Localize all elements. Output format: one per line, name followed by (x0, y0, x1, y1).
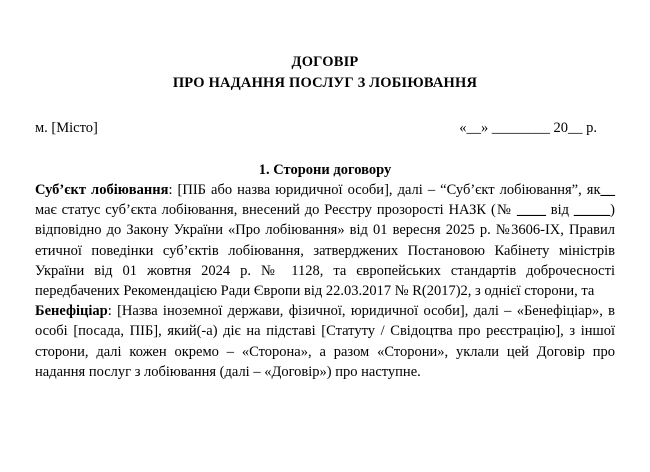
paragraph-1-text-part-1: [ПІБ або назва юридичної особи], далі – “Суб’єкт лобіювання”, як (177, 182, 601, 198)
paragraph-1-text-part-4: ) відповідно до Закону України «Про лобіювання» від 01 вересня 2025 р. №3606-IX, Правил етичної поведінки суб’єктів лобіювання, затверджених Постановою Кабінету міністрів України від 01 жовтня 2024 р. № 1128, та європейських стандартів доброчесності передбачених Рекомендацією Ради Європи від 22.03.2017 № R(2017)2, з однієї сторони, та (35, 202, 615, 300)
document-title-line-1: ДОГОВІР (291, 54, 359, 70)
blank-status-suffix: __ (600, 182, 615, 198)
blank-registry-date: _____ (573, 202, 611, 219)
paragraph-2-text: [Назва іноземної держави, фізичної, юридичної особи], далі – «Бенефіціар», в особі [посада, ПІБ], який(-а) діє на підставі [Статуту / Свідоцтва про реєстрацію], з іншої сторони, далі кожен окремо – «Сторона», а разом «Сторони», уклали цей Договір про надання послуг з лобіювання (далі – «Договір») про наступне. (35, 303, 615, 380)
label-separator-1: : (168, 182, 178, 198)
document-title-block (35, 52, 615, 94)
paragraph-1-text-part-3: від (545, 202, 574, 219)
paragraph-beneficiary (35, 301, 615, 382)
document-page (0, 52, 650, 472)
section-heading-parties: 1. Сторони договору (258, 162, 392, 178)
paragraph-1-text-part-2: має статус суб’єкта лобіювання, внесений до Реєстру прозорості НАЗК (№ (35, 202, 517, 219)
party-label-lobbying-subject: Суб’єкт лобіювання (35, 182, 169, 198)
city-date-row (35, 118, 615, 138)
label-separator-2: : (107, 303, 118, 320)
party-label-beneficiary: Бенефіціар (35, 303, 108, 320)
document-title-line-2: ПРО НАДАННЯ ПОСЛУГ З ЛОБІЮВАННЯ (172, 75, 478, 91)
city-field: м. [Місто] (35, 120, 98, 136)
paragraph-lobbying-subject (35, 180, 615, 301)
date-field: «__» ________ 20__ р. (459, 120, 597, 136)
blank-registry-number: ____ (516, 202, 546, 219)
